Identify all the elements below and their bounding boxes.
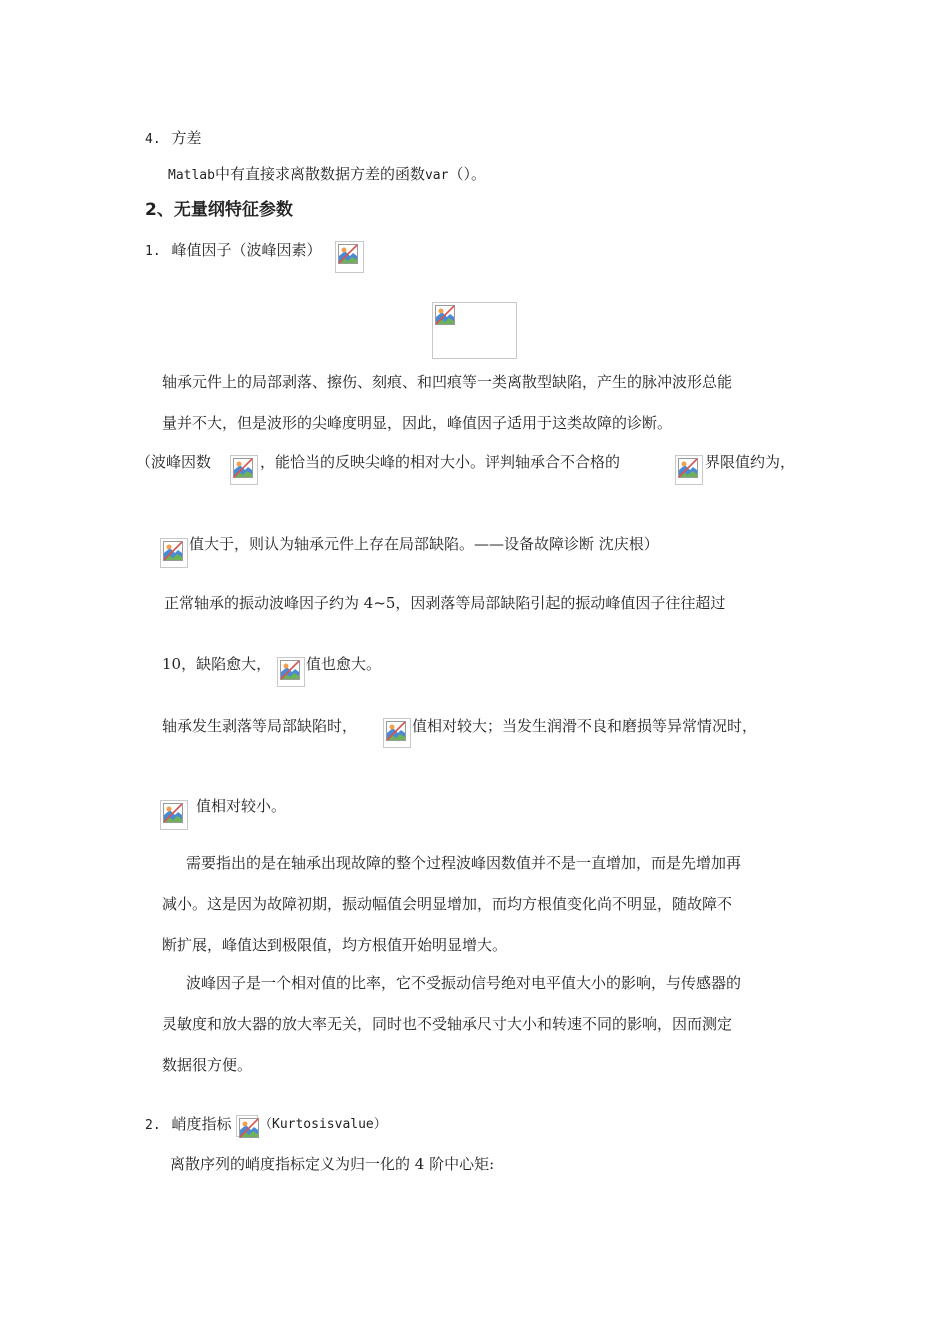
broken-image-icon [160,538,188,568]
paragraph-text: （波峰因数 [136,453,212,471]
section-2-heading: 2. 峭度指标 [145,1115,232,1133]
paragraph-text: 10，缺陷愈大， [162,655,272,673]
section-1-heading: 1. 峰值因子（波峰因素） [145,241,322,259]
paragraph-text: 波峰因子是一个相对值的比率，它不受振动信号绝对电平值大小的影响，与传感器的 [186,974,742,992]
kurtosis-english-label: （Kurtosisvalue） [259,1117,387,1132]
paragraph-text: 值大于，则认为轴承元件上存在局部缺陷。——设备故障诊断 沈庆根） [189,535,659,553]
paragraph-text: 值相对较小。 [196,797,287,815]
broken-image-icon [383,718,411,748]
paragraph-text: 轴承元件上的局部剥落、擦伤、刻痕、和凹痕等一类离散型缺陷，产生的脉冲波形总能 [162,373,733,391]
broken-image-icon [236,1115,258,1137]
paragraph-text: 正常轴承的振动波峰因子约为 4~5，因剥落等局部缺陷引起的振动峰值因子往往超过 [164,594,726,612]
paragraph-text: 需要指出的是在轴承出现故障的整个过程波峰因数值并不是一直增加，而是先增加再 [186,854,742,872]
paragraph-text: ，能恰当的反映尖峰的相对大小。评判轴承合不合格的 [260,453,621,471]
section-heading-dimensionless-params: 2、无量纲特征参数 [145,200,293,220]
paragraph-text: 轴承发生剥落等局部缺陷时， [162,717,358,735]
paragraph-text: 减小。这是因为故障初期，振动幅值会明显增加，而均方根值变化尚不明显，随故障不 [162,895,733,913]
paragraph-text: 离散序列的峭度指标定义为归一化的 4 阶中心矩: [170,1155,495,1173]
paragraph-text: 灵敏度和放大器的放大率无关，同时也不受轴承尺寸大小和转速不同的影响，因而测定 [162,1015,733,1033]
formula-image-placeholder [432,302,517,359]
broken-image-icon [335,241,364,273]
paragraph-text: 值相对较大；当发生润滑不良和磨损等异常情况时， [412,717,758,735]
paragraph-text: 数据很方便。 [162,1056,253,1074]
broken-image-icon [675,455,703,485]
section-1-title: 峰值因子（波峰因素） [171,241,322,259]
paragraph-text: 界限值约为， [705,453,796,471]
paragraph-text: 值也愈大。 [306,655,382,673]
paragraph-text: 断扩展，峰值达到极限值，均方根值开始明显增大。 [162,936,508,954]
section-2-title: 峭度指标 [171,1115,232,1133]
section-4-heading: 4. 方差 [145,129,202,147]
broken-image-icon [230,455,258,485]
paragraph-variance: Matlab中有直接求离散数据方差的函数var（）。 [168,165,486,183]
section-4-title: 方差 [171,129,202,147]
paragraph-text: 量并不大，但是波形的尖峰度明显，因此，峰值因子适用于这类故障的诊断。 [162,414,673,432]
broken-image-icon [277,657,305,687]
broken-image-icon [160,800,188,830]
